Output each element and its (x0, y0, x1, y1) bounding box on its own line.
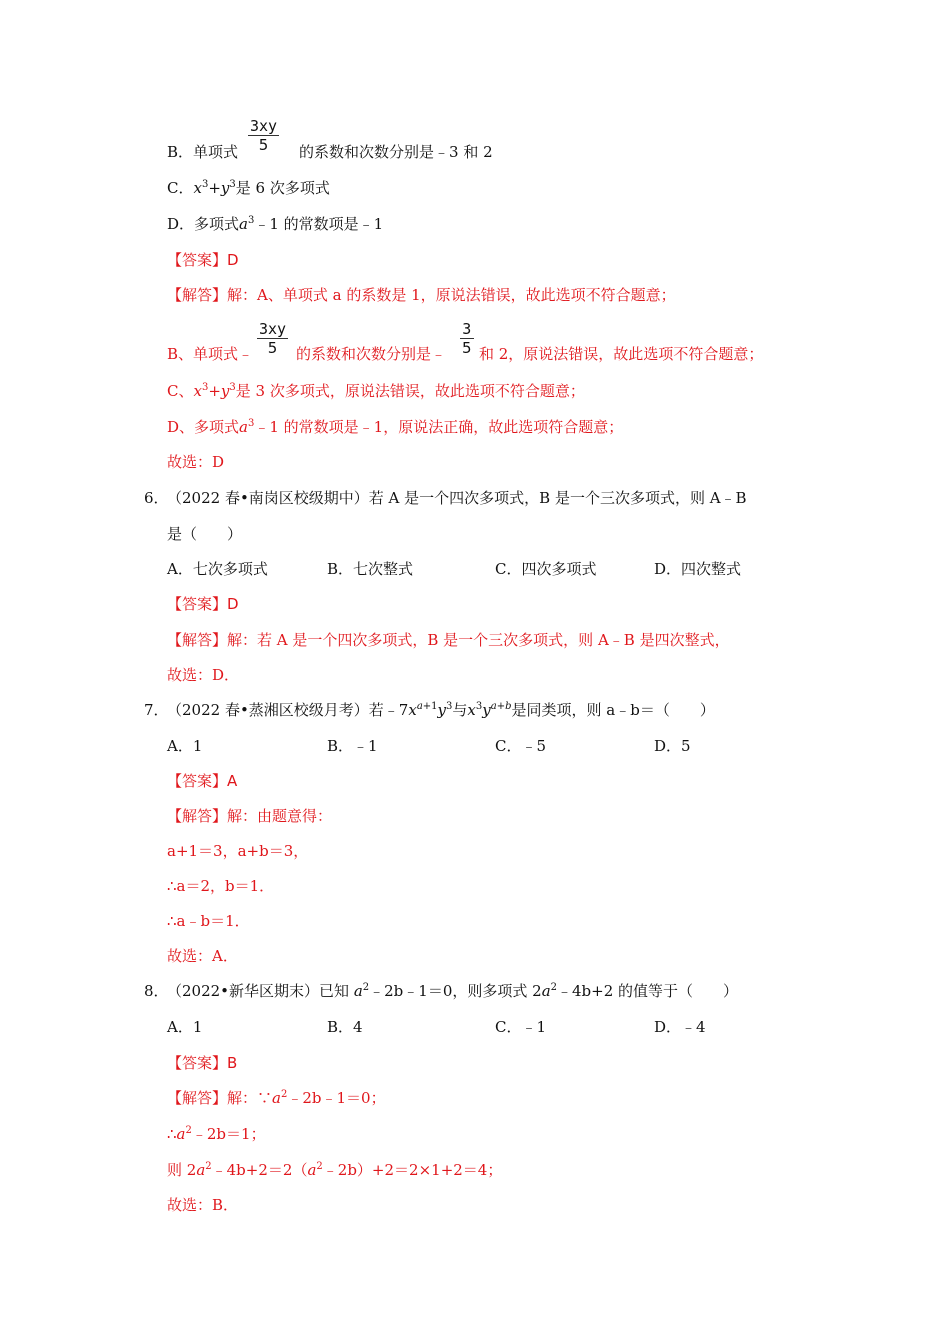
q5-option-d-suffix: ﹣1 的常数项是﹣1 (254, 215, 384, 233)
q7-stem-mid: 与 (452, 701, 468, 719)
answer-value: A (227, 772, 238, 790)
q6-conclusion: 故选：D． (167, 666, 240, 684)
q5-conclusion: 故选：D (167, 453, 225, 471)
q8-stem: （2022•新华区期末）已知 $a^2﹣2b﹣1=0$，则多项式 $2a^2﹣4b+2$ 的值等于（ ） (167, 982, 739, 1000)
answer-value: B (227, 1054, 238, 1072)
q6-stem-line2: 是（ ） (167, 525, 243, 543)
q7-solution-text: 解：由题意得： (227, 807, 333, 825)
q8-solution-suffix: ﹣2b﹣1＝0； (287, 1089, 386, 1107)
q8-step2-mid: ﹣4b+2＝2（ (211, 1161, 308, 1179)
fraction-numerator: 3xy (259, 320, 287, 338)
solution-tag: 【解答】 (167, 807, 228, 825)
q8-step2: 则 $2a^2﹣4b+2=2(a^2﹣2b)+2=2\times 1+2=4$； (167, 1161, 503, 1179)
solution-tag: 【解答】 (167, 1089, 228, 1107)
q5-solution-b-prefix: B、单项式﹣ (167, 345, 254, 363)
q6-answer (167, 594, 239, 614)
q5-solution-b-mid: 的系数和次数分别是﹣ (296, 345, 447, 363)
answer-tag: 【答案】 (167, 595, 228, 613)
q5-solution-c-text: 是 3 次多项式，原说法错误，故此选项不符合题意； (235, 382, 585, 400)
q7-stem-suffix: 是同类项，则 a﹣b＝（ ） (511, 701, 715, 719)
q8-stem-prefix: （2022•新华区期末）已知 (167, 982, 350, 1000)
q7-number: 7． (144, 701, 169, 719)
q8-solution: 【解答】解：$\because a^2﹣2b﹣1=0$； (167, 1089, 386, 1107)
q5-solution-a-text: 解：A、单项式 a 的系数是 1，原说法错误，故此选项不符合题意； (227, 286, 676, 304)
q8-conclusion: 故选：B． (167, 1196, 239, 1214)
q5-solution-b-fraction2 (460, 320, 474, 357)
q6-number: 6． (144, 489, 169, 507)
q8-number: 8． (144, 982, 169, 1000)
q5-option-d-prefix: D．多项式 (167, 215, 240, 233)
q8-solution-prefix: 解：∵ (227, 1089, 273, 1107)
q7-conclusion: 故选：A． (167, 947, 238, 965)
q7-stem: （2022 春•蒸湘区校级月考）若$﹣7x^{a+1}y^3$与$x^3y^{a+b}$是同类项，则 a﹣b＝（ ） (167, 701, 715, 719)
solution-tag: 【解答】 (167, 631, 228, 649)
q5-option-c: C．$x^3+y^3$是 6 次多项式 (167, 179, 330, 197)
q8-stem-suffix: ﹣4b+2 的值等于（ ） (557, 982, 739, 1000)
q8-option-a: A．1 (167, 1018, 203, 1036)
q5-solution-d-suffix: ﹣1 的常数项是﹣1，原说法正确，故此选项符合题意； (254, 418, 624, 436)
q8-answer (167, 1053, 237, 1073)
q5-solution-a (167, 285, 676, 305)
q6-option-c: C．四次多项式 (495, 560, 597, 578)
answer-value: D (227, 595, 239, 613)
q8-step2-prefix: 则 2 (167, 1161, 197, 1179)
q5-solution-d: D、多项式$a^3﹣1$ 的常数项是﹣1，原说法正确，故此选项符合题意； (167, 418, 624, 436)
q5-answer (167, 250, 239, 270)
q7-step1: a+1＝3，a+b＝3， (167, 842, 309, 860)
q5-option-c-text: 是 6 次多项式 (235, 179, 330, 197)
q7-option-c: C．﹣5 (495, 737, 547, 755)
q6-option-a: A．七次多项式 (167, 560, 268, 578)
q7-stem-prefix: （2022 春•蒸湘区校级月考）若﹣7 (167, 701, 409, 719)
q8-option-c: C．﹣1 (495, 1018, 547, 1036)
q6-stem-line1: （2022 春•南岗区校级期中）若 A 是一个四次多项式，B 是一个三次多项式，则 A﹣B (167, 489, 747, 507)
q8-option-b: B．4 (327, 1018, 363, 1036)
answer-tag: 【答案】 (167, 1054, 228, 1072)
q5-solution-b-fraction (257, 320, 288, 357)
q5-option-b-suffix: 的系数和次数分别是﹣3 和 2 (299, 143, 493, 161)
q5-solution-b-suffix: 和 2，原说法错误，故此选项不符合题意； (479, 345, 764, 363)
q5-solution-d-prefix: D、多项式 (167, 418, 240, 436)
q7-option-d: D．5 (654, 737, 691, 755)
q6-option-d: D．四次整式 (654, 560, 742, 578)
q6-option-b: B．七次整式 (327, 560, 414, 578)
q5-option-b-prefix: B．单项式 (167, 143, 239, 161)
q7-step2: ∴a＝2，b＝1． (167, 877, 275, 895)
q6-solution-text: 解：若 A 是一个四次多项式，B 是一个三次多项式，则 A﹣B 是四次整式， (227, 631, 730, 649)
q7-step3: ∴a﹣b＝1． (167, 912, 250, 930)
q5-solution-c: C、$x^3+y^3$是 3 次多项式，原说法错误，故此选项不符合题意； (167, 382, 585, 400)
q7-answer (167, 771, 237, 791)
q7-option-a: A．1 (167, 737, 203, 755)
q8-step1-prefix: ∴ (167, 1125, 177, 1143)
q8-step2-suffix: ﹣2b）+2＝2×1+2＝4； (322, 1161, 503, 1179)
fraction-numerator: 3 (462, 320, 472, 338)
q6-solution (167, 630, 730, 650)
fraction-denominator: 5 (462, 339, 472, 357)
q5-option-d: D．多项式$a^3﹣1$ 的常数项是﹣1 (167, 215, 384, 233)
q7-solution (167, 806, 332, 826)
answer-tag: 【答案】 (167, 772, 228, 790)
fraction-denominator: 5 (248, 135, 279, 154)
solution-tag: 【解答】 (167, 286, 228, 304)
q8-option-d: D．﹣4 (654, 1018, 706, 1036)
q8-step1-suffix: ﹣2b＝1； (191, 1125, 266, 1143)
q7-option-b: B．﹣1 (327, 737, 378, 755)
fraction-denominator: 5 (257, 338, 288, 357)
q5-option-b-fraction (248, 117, 279, 154)
fraction-numerator: 3xy (250, 117, 278, 135)
answer-tag: 【答案】 (167, 251, 228, 269)
answer-value: D (227, 251, 239, 269)
q8-step1: $\therefore a^2﹣2b=1$； (167, 1125, 266, 1143)
q8-stem-mid: ﹣2b﹣1＝0，则多项式 2 (369, 982, 542, 1000)
